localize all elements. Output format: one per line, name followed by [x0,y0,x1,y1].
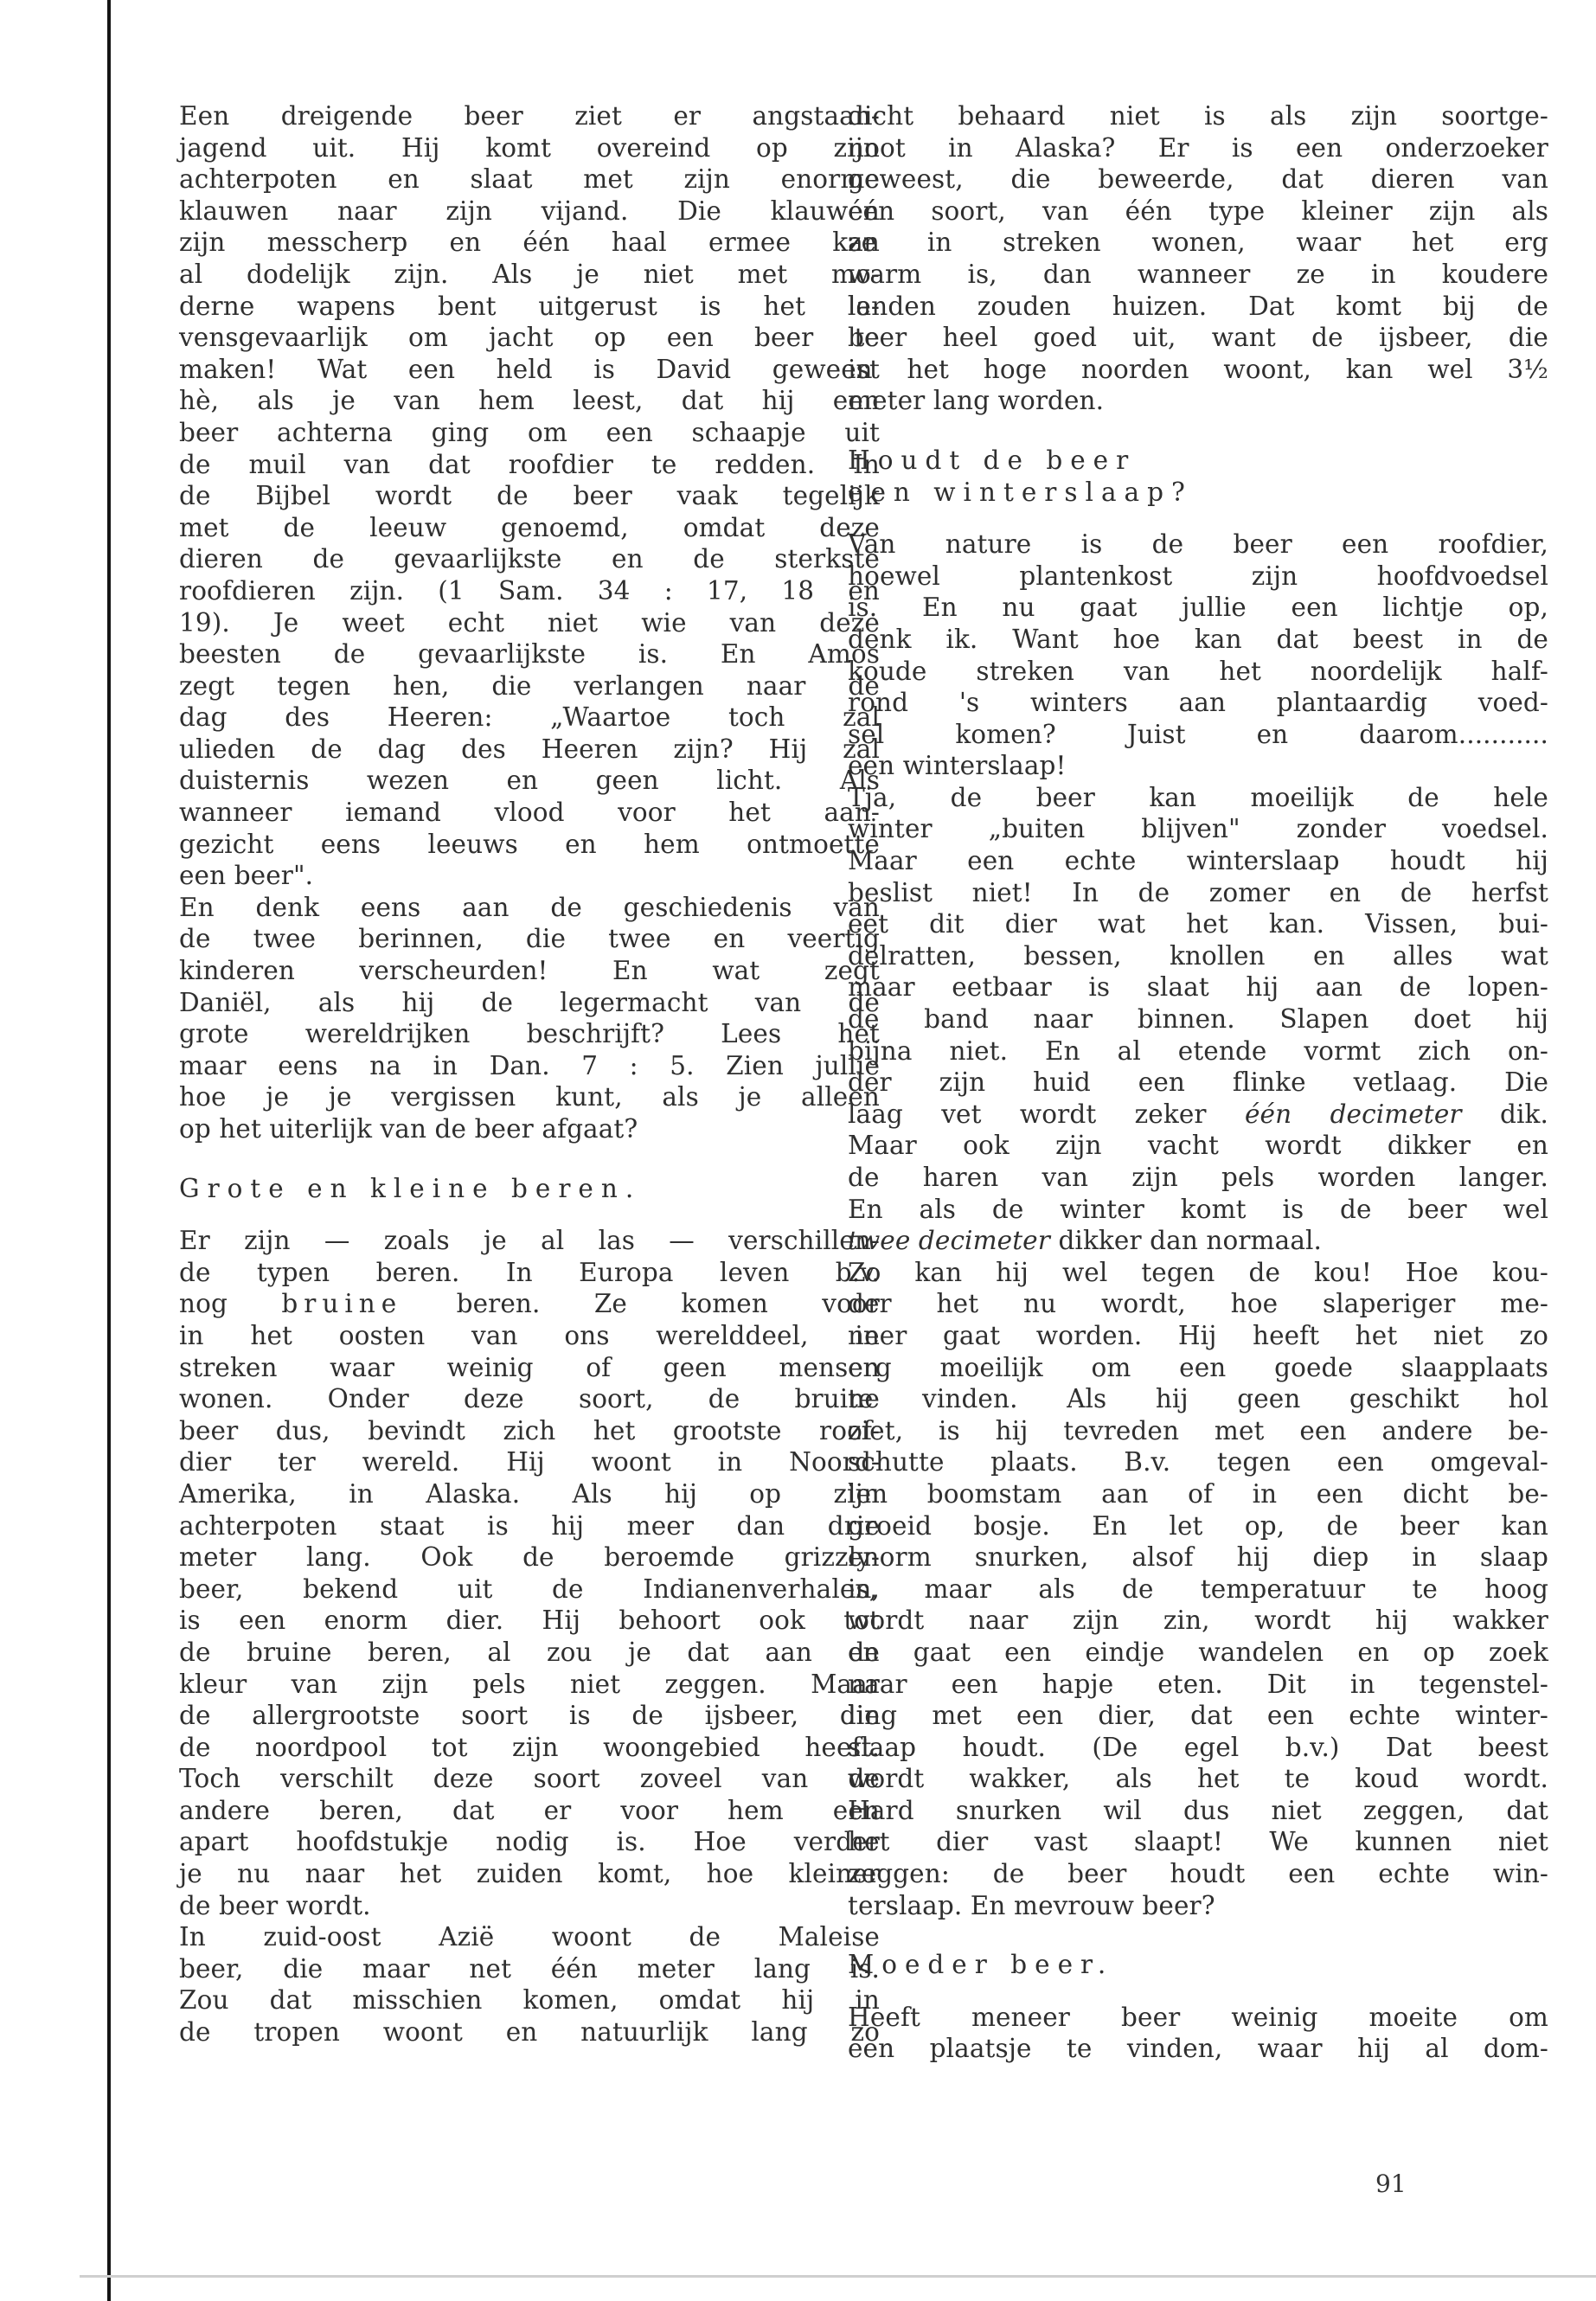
text-line: meter lang. Ook de beroemde grizzly- [179,1542,880,1573]
text-line: Tja, de beer kan moeilijk de hele [848,782,1548,812]
paragraph-winterslaap-cont [848,1130,1548,1225]
text-line: andere beren, dat er voor hem een [179,1795,880,1825]
text-line: Een dreigende beer ziet er angstaan- [179,101,880,131]
text-line: delratten, bessen, knollen en alles wat [848,940,1548,971]
text-line: de typen beren. In Europa leven b.v. [179,1257,880,1287]
paragraph-bear-size [848,100,1548,385]
text-line: ziet, is hij tevreden met een andere be- [848,1415,1548,1445]
paragraph-winterslaap-cont2 [848,1257,1548,1890]
text-line: laag vet wordt zeker één decimeter dik. [848,1099,1548,1129]
text-line: is een enorm dier. Hij behoort ook tot [179,1606,880,1636]
text-line: de haren van zijn pels worden langer. [848,1163,1548,1192]
text-line: wonen. Onder deze soort, de bruine [179,1384,880,1414]
paragraph-bible-bears [179,892,880,1113]
text-line: Hard snurken wil dus niet zeggen, dat [848,1795,1548,1825]
text-line: enorm snurken, alsof hij diep in slaap [848,1542,1548,1573]
text-line: beer achterna ging om een schaapje uit [179,417,880,447]
text-line: hoewel plantenkost zijn hoofdvoedsel [848,561,1548,591]
text-line: groeid bosje. En let op, de beer kan [848,1510,1548,1541]
text-line: kinderen verscheurden! En wat zegt [179,956,880,986]
text-line: sel komen? Juist en daarom........... [848,719,1548,749]
text-line: maken! Wat een held is David geweest [179,354,880,384]
text-line: de beer wordt. [179,1890,371,1920]
text-line: der zijn huid een flinke vetlaag. Die [848,1067,1548,1098]
text-line: achterpoten en slaat met zijn enorme [179,164,880,195]
text-line: terslaap. En mevrouw beer? [848,1890,1215,1920]
text-line: In zuid-oost Azië woont de Maleise [179,1922,880,1952]
text-line: Heeft meneer beer weinig moeite om [848,2002,1548,2032]
text-line: jagend uit. Hij komt overeind op zijn [179,132,880,163]
text-line: op het uiterlijk van de beer afgaat? [179,1114,638,1144]
page-bottom-edge [80,2275,1596,2278]
text-line: je nu naar het zuiden komt, hoe kleiner [179,1859,880,1889]
right-column [848,100,1548,2065]
text-line: Van nature is de beer een roofdier, [848,529,1548,560]
text-line: de muil van dat roofdier te redden. In [179,449,880,479]
text-line: een winterslaap! [848,751,1067,781]
text-line: te vinden. Als hij geen geschikt hol [848,1384,1548,1414]
section-heading-winterslaap-2: een winterslaap? [848,477,1193,507]
text-line: al dodelijk zijn. Als je niet met mo- [179,259,880,289]
text-line: grote wereldrijken beschrijft? Lees het [179,1019,880,1049]
page-number: 91 [1375,2170,1407,2198]
text-line: 19). Je weet echt niet wie van deze [179,607,880,638]
text-line: eet dit dier wat het kan. Vissen, bui- [848,909,1548,939]
text-line: beslist niet! In de zomer en de herfst [848,877,1548,907]
text-line: en gaat een eindje wandelen en op zoek [848,1637,1548,1667]
text-line: beer heel goed uit, want de ijsbeer, die [848,323,1548,353]
text-line: Daniël, als hij de legermacht van de [179,987,880,1017]
text-line: twee decimeter dikker dan normaal. [848,1226,1323,1256]
text-line: noot in Alaska? Er is een onderzoeker [848,132,1548,163]
text-line: in het oosten van ons werelddeel, in [179,1320,880,1350]
text-line: de band naar binnen. Slapen doet hij [848,1004,1548,1035]
text-line: wordt naar zijn zin, wordt hij wakker [848,1606,1548,1636]
text-line: En als de winter komt is de beer wel [848,1194,1548,1224]
left-column [179,100,880,2048]
text-line: ze in streken wonen, waar het erg [848,228,1548,258]
text-line: bijna niet. En al etende vormt zich on- [848,1035,1548,1066]
text-line: dier ter wereld. Hij woont in Noord- [179,1447,880,1477]
text-line: zegt tegen hen, die verlangen naar de [179,670,880,701]
text-line: roofdieren zijn. (1 Sam. 34 : 17, 18 en [179,575,880,606]
text-line: maar eens na in Dan. 7 : 5. Zien jullie [179,1050,880,1080]
text-line: nog bruine beren. Ze komen voor [179,1289,880,1319]
text-line: de tropen woont en natuurlijk lang zo [179,2017,880,2048]
text-line: beer dus, bevindt zich het grootste roof- [179,1415,880,1445]
text-line: apart hoofdstukje nodig is. Hoe verder [179,1827,880,1857]
text-line: een beer". [179,861,314,891]
text-line: duisternis wezen en geen licht. Als [179,766,880,796]
section-heading-moeder-beer: Moeder beer. [848,1950,1114,1980]
text-line: streken waar weinig of geen mensen [179,1352,880,1382]
text-line: kleur van zijn pels niet zeggen. Maar [179,1669,880,1699]
text-line: koude streken van het noordelijk half- [848,656,1548,686]
text-line: een plaatsje te vinden, waar hij al dom- [848,2034,1548,2064]
text-line: de allergrootste soort is de ijsbeer, die [179,1701,880,1731]
text-line: dieren de gevaarlijkste en de sterkste [179,544,880,574]
text-line: erg moeilijk om een goede slaapplaats [848,1352,1548,1382]
text-line: vensgevaarlijk om jacht op een beer te [179,323,880,353]
text-line: geweest, die beweerde, dat dieren van [848,164,1548,195]
text-line: hè, als je van hem leest, dat hij een [179,386,880,416]
spaced-emphasis: bruine [281,1289,403,1319]
text-line: het dier vast slaapt! We kunnen niet [848,1827,1548,1857]
paragraph-bear-danger [179,100,880,860]
section-heading-grote-en-kleine-beren: Grote en kleine beren. [179,1173,642,1203]
text-line: Toch verschilt deze soort zoveel van de [179,1764,880,1794]
text-line: de bruine beren, al zou je dat aan de [179,1637,880,1667]
text-line: dag des Heeren: „Waartoe toch zal [179,702,880,733]
text-line: Amerika, in Alaska. Als hij op zijn [179,1478,880,1509]
text-line: denk ik. Want hoe kan dat beest in de [848,624,1548,654]
text-line: is. En nu gaat jullie een lichtje op, [848,593,1548,623]
text-line: beesten de gevaarlijkste is. En Amos [179,639,880,670]
text-line: zijn messcherp en één haal ermee kan [179,228,880,258]
text-line: dicht behaard niet is als zijn soortge- [848,101,1548,131]
text-line: derne wapens bent uitgerust is het le- [179,291,880,321]
text-line: één soort, van één type kleiner zijn als [848,195,1548,226]
paragraph-bear-types [179,1225,880,1288]
text-line: in het hoge noorden woont, kan wel 3½ [848,354,1548,384]
text-line: warm is, dan wanneer ze in koudere [848,259,1548,289]
italic-emphasis: één decimeter [1244,1099,1462,1129]
text-line: rond 's winters aan plantaardig voed- [848,688,1548,718]
text-line: met de leeuw genoemd, omdat deze [179,512,880,542]
text-line: klauwen naar zijn vijand. Die klauwen [179,195,880,226]
text-line: slaap houdt. (De egel b.v.) Dat beest [848,1732,1548,1762]
text-line: der het nu wordt, hoe slaperiger me- [848,1289,1548,1319]
text-line: gezicht eens leeuws en hem ontmoette [179,829,880,859]
text-line: winter „buiten blijven" zonder voedsel. [848,814,1548,844]
text-line: de noordpool tot zijn woongebied heeft. [179,1732,880,1762]
text-line: ulieden de dag des Heeren zijn? Hij zal [179,734,880,764]
text-line: wanneer iemand vlood voor het aan- [179,798,880,828]
text-line: Maar een echte winterslaap houdt hij [848,846,1548,876]
text-line: is, maar als de temperatuur te hoog [848,1574,1548,1604]
text-line: neer gaat worden. Hij heeft het niet zo [848,1320,1548,1350]
text-line: naar een hapje eten. Dit in tegenstel- [848,1669,1548,1699]
paragraph-moeder-beer [848,2002,1548,2065]
text-line: zeggen: de beer houdt een echte win- [848,1859,1548,1889]
paragraph-winterslaap [848,782,1548,1099]
paragraph-roofdier [848,529,1548,750]
section-heading-winterslaap-1: Houdt de beer [848,445,1137,475]
text-line: achterpoten staat is hij meer dan drie [179,1510,880,1541]
text-line: Zo kan hij wel tegen de kou! Hoe kou- [848,1257,1548,1287]
text-line: de twee berinnen, die twee en veertig [179,924,880,954]
text-line: wordt wakker, als het te koud wordt. [848,1764,1548,1794]
text-line: len boomstam aan of in een dicht be- [848,1478,1548,1509]
text-line: beer, die maar net één meter lang is. [179,1953,880,1984]
page-binding-edge [107,0,111,2301]
text-line: ling met een dier, dat een echte winter- [848,1701,1548,1731]
text-line: schutte plaats. B.v. tegen een omgeval- [848,1447,1548,1477]
text-line: En denk eens aan de geschiedenis van [179,892,880,922]
text-line: hoe je je vergissen kunt, als je alleen [179,1082,880,1112]
text-line: meter lang worden. [848,386,1105,416]
italic-emphasis: twee decimeter [848,1226,1050,1256]
text-line: Maar ook zijn vacht wordt dikker en [848,1131,1548,1161]
text-line: Zou dat misschien komen, omdat hij in [179,1985,880,2016]
paragraph-bear-types-cont [179,1320,880,1890]
text-line: maar eetbaar is slaat hij aan de lopen- [848,972,1548,1003]
text-line: landen zouden huizen. Dat komt bij de [848,291,1548,321]
text-line: Er zijn — zoals je al las — verschillen- [179,1226,880,1256]
text-line: beer, bekend uit de Indianenverhalen, [179,1574,880,1604]
text-line: de Bijbel wordt de beer vaak tegelijk [179,481,880,511]
paragraph-maleise-beer [179,1921,880,2048]
